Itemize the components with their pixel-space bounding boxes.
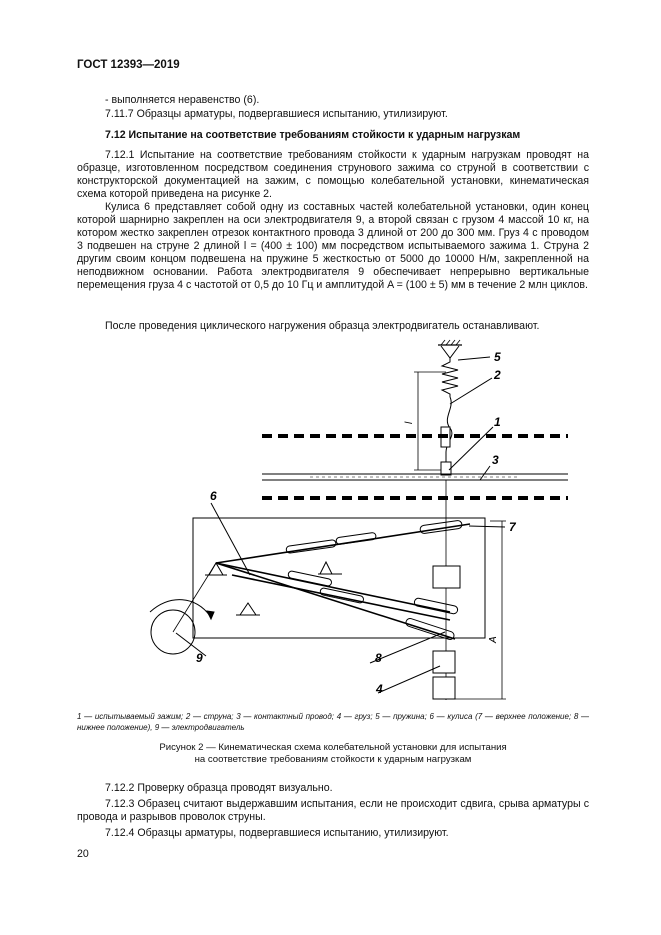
page-number: 20 [77, 848, 89, 860]
clamp-1 [441, 462, 451, 475]
paragraph-7-12-1: 7.12.1 Испытание на соответствие требованиям стойкости к ударным нагрузкам проводят на образце, изготовленном посредством соединения струнового зажима со струной в соответствии с конструкторской документацией на зажим, с помощью колебательной установки, кинематическая схема которой приведена на рисунке 2. [77, 149, 589, 200]
motor-link [173, 563, 216, 632]
kinematic-diagram [0, 330, 661, 710]
leader-7 [469, 526, 505, 527]
paragraph-inequality-text: - выполняется неравенство (6). [105, 94, 260, 106]
leader-2 [450, 378, 492, 404]
label-3: 3 [492, 453, 499, 467]
label-4: 4 [376, 682, 383, 696]
leader-1 [449, 427, 493, 470]
label-1: 1 [494, 415, 501, 429]
paragraph-7-11-7: 7.11.7 Образцы арматуры, подвергавшиеся испытанию, утилизируют. [105, 108, 448, 120]
leader-3 [480, 466, 490, 480]
kulisa-second [232, 575, 450, 620]
label-6: 6 [210, 489, 217, 503]
label-8: 8 [375, 651, 382, 665]
label-A: A [488, 636, 499, 643]
top-pivot-triangle [441, 346, 459, 358]
paragraph-7-12-4: 7.12.4 Образцы арматуры, подвергавшиеся испытанию, утилизируют. [105, 827, 449, 839]
paragraph-7-12-3: 7.12.3 Образец считают выдержавшим испытания, если не происходит сдвига, срыва арматуры с провода и разрывов проволок струны. [77, 798, 589, 823]
leader-4 [378, 666, 440, 693]
label-2: 2 [494, 368, 501, 382]
pivot-bottom [240, 603, 256, 615]
figure-caption-line1: Рисунок 2 — Кинематическая схема колебательной установки для испытания [159, 742, 507, 753]
section-title-7-12: 7.12 Испытание на соответствие требованиям стойкости к ударным нагрузкам [105, 129, 521, 141]
label-7: 7 [509, 520, 516, 534]
rotation-arrow-head [207, 611, 214, 619]
sleeve-7 [420, 520, 463, 534]
paragraph-7-12-2: 7.12.2 Проверку образца проводят визуально. [105, 782, 333, 794]
paragraph-inequality [77, 94, 589, 107]
leader-5 [458, 357, 490, 360]
weight-4 [433, 651, 455, 673]
figure-legend: 1 — испытываемый зажим; 2 — струна; 3 — контактный провод; 4 — груз; 5 — пружина; 6 — кулиса (7 — верхнее положение; 8 — нижнее положение), 9 — электродвигатель [77, 712, 589, 732]
figure-caption-line2: на соответствие требованиям стойкости к ударным нагрузкам [194, 754, 472, 765]
label-9: 9 [196, 651, 203, 665]
paragraph-kulisa: Кулиса 6 представляет собой одну из составных частей колебательной установки, один конец которой шарнирно закреплен на оси электродвигателя 9, а второй связан с грузом 4 массой 10 кг, на котором жестко закреплен отрезок контактного провода 3 длиной от 200 до 300 мм. Груз 4 с проводом 3 подвешен на струне 2 длиной l = (400 ± 100) мм посредством испытываемого зажима 1. Струна 2 другим своим концом подвешена на пружине 5 жесткостью от 5000 до 10000 Н/м, закрепленной на неподвижном основании. Работа электродвигателя 9 обеспечивает непрерывно вертикальные перемещения груза 4 с частотой от 0,5 до 10 Гц и амплитудой A = (100 ± 5) мм в течение 2 млн циклов. [77, 201, 589, 291]
spring-5 [442, 358, 458, 397]
label-l: l [404, 421, 415, 424]
pivot-center [320, 562, 332, 574]
document-header: ГОСТ 12393—2019 [77, 59, 180, 71]
label-5: 5 [494, 350, 501, 364]
weight-lower-position [433, 677, 455, 699]
top-support-hatching [441, 340, 460, 345]
paragraph-after-cycle: После проведения циклического нагружения образца электродвигатель останавливают. [105, 320, 540, 332]
rotation-arc [150, 600, 210, 616]
weight-upper-position [433, 566, 460, 588]
